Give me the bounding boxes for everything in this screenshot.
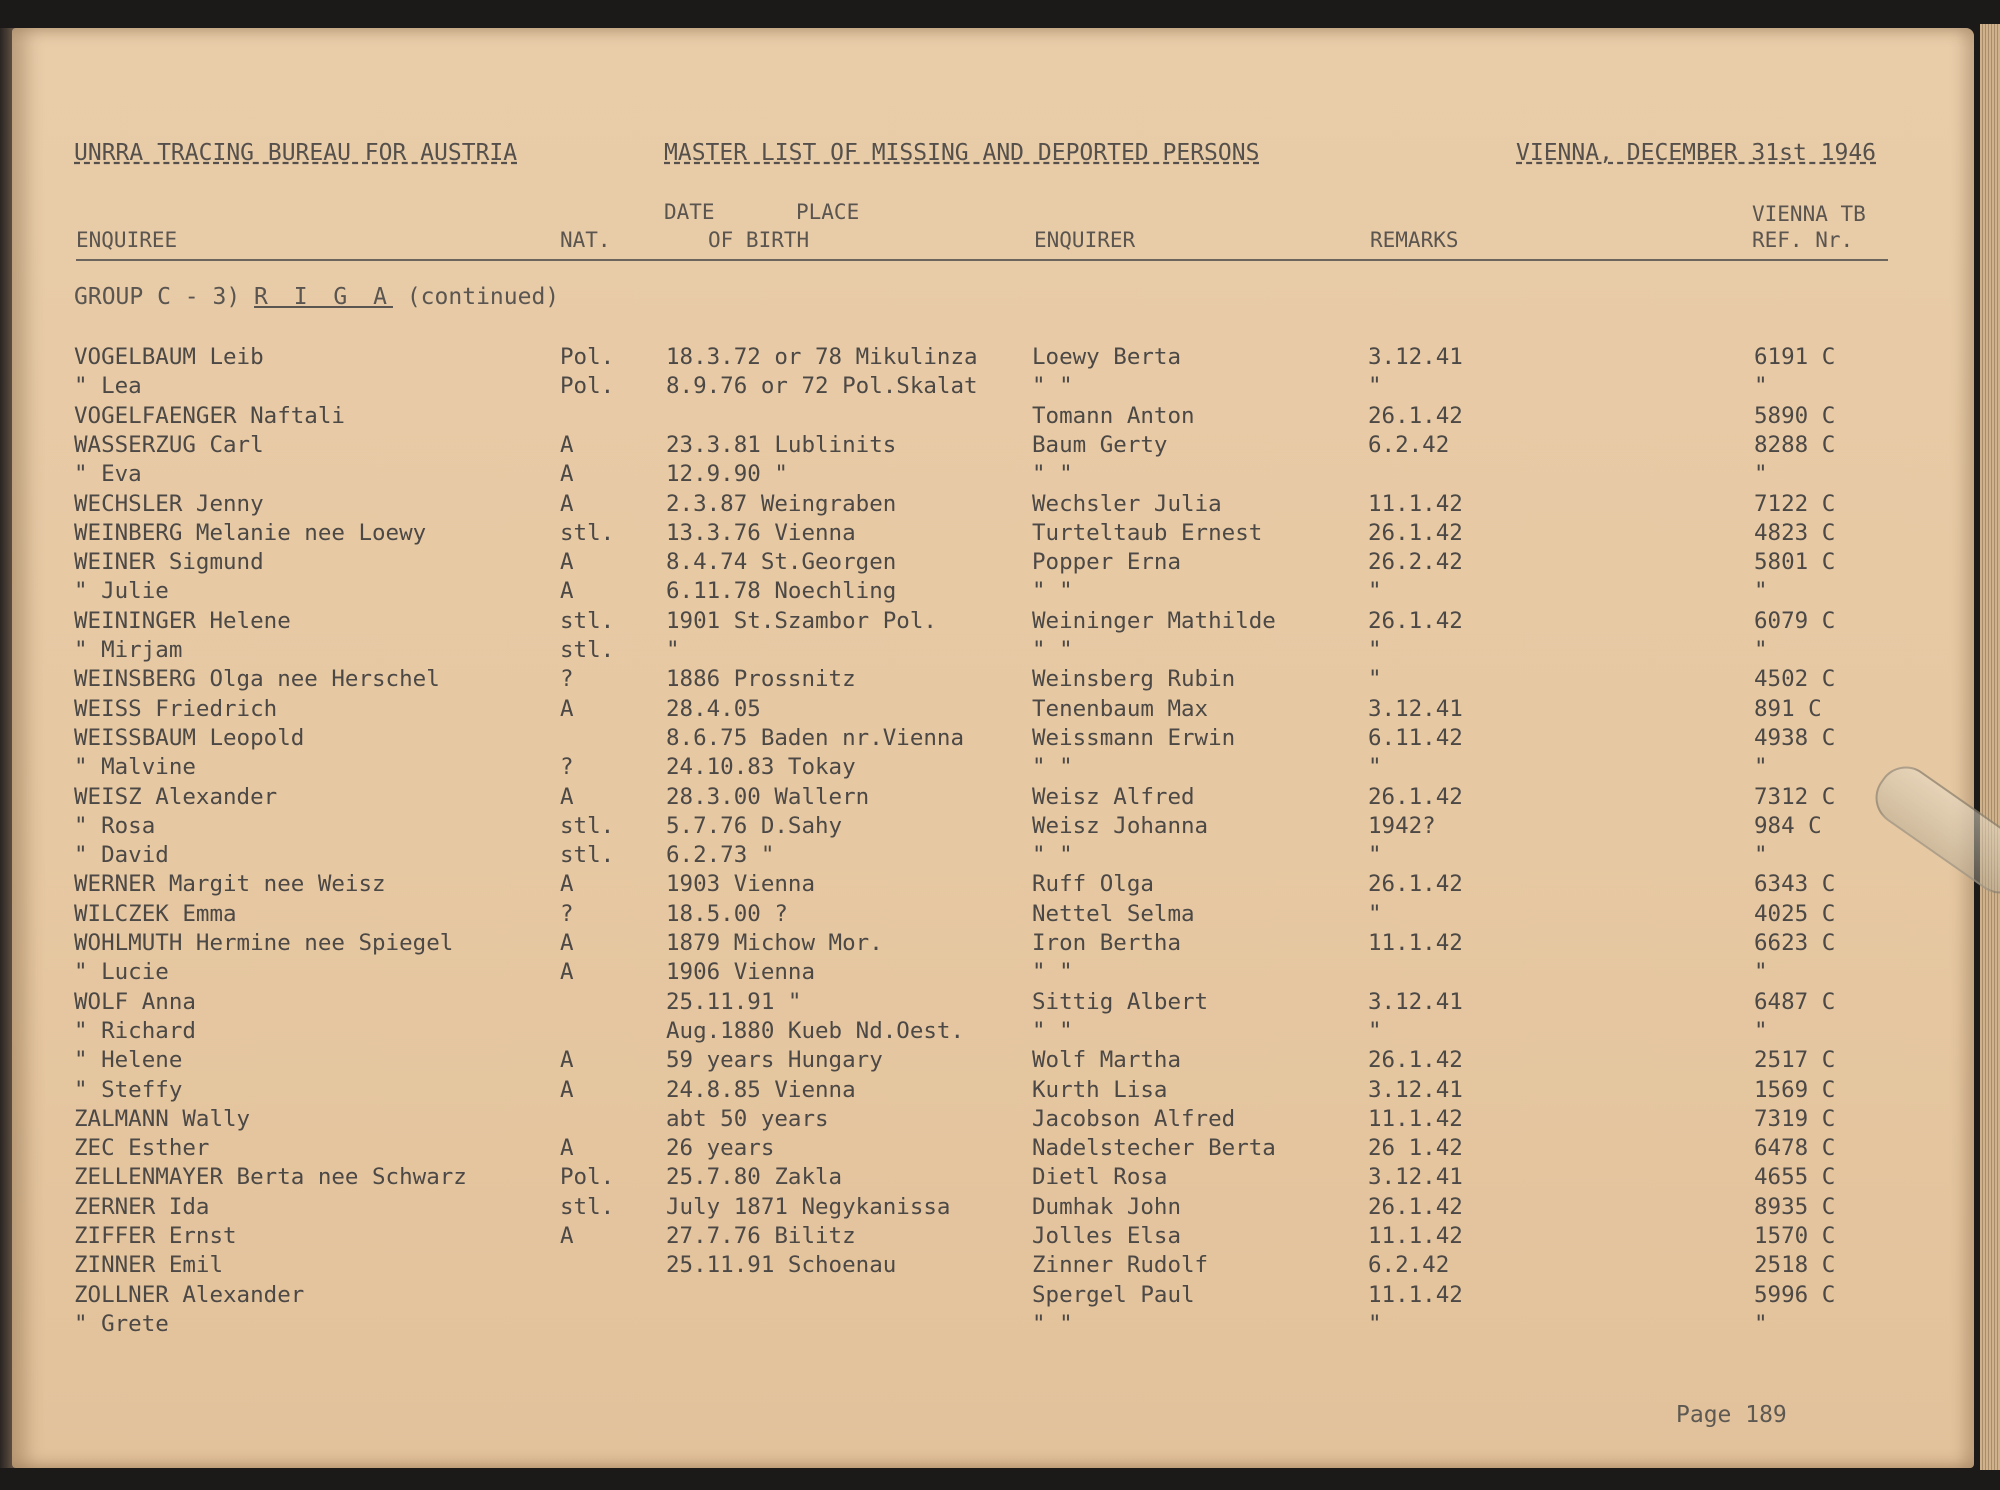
- enquirer-name: " ": [1032, 637, 1073, 663]
- remarks-date: 11.1.42: [1368, 490, 1463, 517]
- reference-number: ": [1754, 1017, 1768, 1044]
- reference-number: 4938 C: [1754, 724, 1836, 751]
- birth-date-place: 18.5.00 ?: [666, 900, 788, 927]
- reference-number: 4655 C: [1754, 1164, 1836, 1191]
- birth-date-place: 5.7.76 D.Sahy: [666, 812, 843, 839]
- birth-date-place: 13.3.76 Vienna: [666, 519, 856, 546]
- reference-number: ": [1754, 1310, 1768, 1337]
- remarks-date: 3.12.41: [1368, 1076, 1463, 1103]
- nationality: ?: [560, 900, 574, 927]
- enquiree-name: WEISS Friedrich: [74, 695, 278, 722]
- enquirer-name: Tenenbaum Max: [1032, 695, 1209, 722]
- enquirer-name: Loewy Berta: [1032, 344, 1182, 370]
- table-row: [74, 753, 1894, 782]
- table-row: [74, 1134, 1894, 1163]
- enquirer-name: " ": [1032, 373, 1073, 400]
- reference-number: 4502 C: [1754, 666, 1836, 693]
- enquiree-name: " Rosa: [74, 812, 156, 839]
- remarks-date: ": [1368, 900, 1382, 927]
- nationality: Pol.: [560, 373, 615, 400]
- table-row: [74, 460, 1894, 489]
- enquiree-name: " Helene: [74, 1047, 183, 1074]
- remarks-date: ": [1368, 1310, 1382, 1337]
- enquirer-name: " ": [1032, 1310, 1073, 1337]
- reference-number: ": [1754, 842, 1768, 869]
- nationality: stl.: [560, 812, 615, 839]
- enquiree-name: " Julie: [74, 578, 169, 605]
- enquiree-name: ZERNER Ida: [74, 1193, 210, 1220]
- column-header-enquirer: ENQUIRER: [1034, 228, 1136, 252]
- enquirer-name: " ": [1032, 578, 1073, 605]
- enquiree-name: " Eva: [74, 461, 142, 488]
- table-row: [74, 900, 1894, 929]
- nationality: stl.: [560, 519, 615, 546]
- reference-number: 4823 C: [1754, 519, 1836, 546]
- group-suffix: (continued): [406, 284, 560, 310]
- reference-number: 8288 C: [1754, 431, 1836, 458]
- nationality: A: [560, 431, 574, 458]
- table-row: [74, 636, 1894, 665]
- nationality: stl.: [560, 607, 615, 634]
- header-date: VIENNA, DECEMBER 31st 1946: [1516, 140, 1877, 166]
- enquiree-name: ZELLENMAYER Berta nee Schwarz: [74, 1164, 467, 1191]
- remarks-date: ": [1368, 578, 1382, 605]
- enquirer-name: Weisz Johanna: [1032, 812, 1209, 839]
- nationality: Pol.: [560, 344, 615, 370]
- birth-date-place: 2.3.87 Weingraben: [666, 490, 897, 517]
- enquiree-name: VOGELBAUM Leib: [74, 344, 264, 370]
- reference-number: 6478 C: [1754, 1135, 1836, 1162]
- enquiree-name: " David: [74, 842, 169, 869]
- page-number: Page 189: [1676, 1402, 1787, 1428]
- enquirer-name: Turteltaub Ernest: [1032, 519, 1263, 546]
- reference-number: 891 C: [1754, 695, 1822, 722]
- birth-date-place: 18.3.72 or 78 Mikulinza: [666, 344, 978, 370]
- enquirer-name: Weissmann Erwin: [1032, 724, 1236, 751]
- birth-date-place: July 1871 Negykanissa: [666, 1193, 951, 1220]
- table-row: [74, 1222, 1894, 1251]
- table-row: [74, 1193, 1894, 1222]
- birth-date-place: 6.11.78 Noechling: [666, 578, 897, 605]
- remarks-date: 11.1.42: [1368, 1105, 1463, 1132]
- birth-date-place: 24.10.83 Tokay: [666, 754, 856, 781]
- birth-date-place: Aug.1880 Kueb Nd.Oest.: [666, 1017, 965, 1044]
- enquirer-name: Dietl Rosa: [1032, 1164, 1168, 1191]
- table-row: [74, 607, 1894, 636]
- table-row: [74, 841, 1894, 870]
- table-row: [74, 1046, 1894, 1075]
- nationality: A: [560, 695, 574, 722]
- enquiree-name: WEISSBAUM Leopold: [74, 724, 305, 751]
- nationality: Pol.: [560, 1164, 615, 1191]
- enquiree-name: WEINER Sigmund: [74, 549, 264, 576]
- birth-date-place: 59 years Hungary: [666, 1047, 883, 1074]
- table-row: [74, 988, 1894, 1017]
- enquiree-name: WEINBERG Melanie nee Loewy: [74, 519, 427, 546]
- column-header-ref-bottom: REF. Nr.: [1752, 228, 1854, 252]
- remarks-date: 3.12.41: [1368, 1164, 1463, 1191]
- remarks-date: 3.12.41: [1368, 344, 1463, 370]
- reference-number: 6343 C: [1754, 871, 1836, 898]
- birth-date-place: 8.4.74 St.Georgen: [666, 549, 897, 576]
- birth-date-place: 8.6.75 Baden nr.Vienna: [666, 724, 965, 751]
- birth-date-place: 28.4.05: [666, 695, 761, 722]
- enquirer-name: Weisz Alfred: [1032, 783, 1195, 810]
- enquiree-name: WEINSBERG Olga nee Herschel: [74, 666, 440, 693]
- enquiree-name: WOHLMUTH Hermine nee Spiegel: [74, 930, 454, 956]
- enquirer-name: Jacobson Alfred: [1032, 1105, 1236, 1132]
- enquirer-name: Wechsler Julia: [1032, 490, 1222, 517]
- enquiree-name: ZALMANN Wally: [74, 1105, 251, 1132]
- group-name: R I G A: [254, 284, 393, 310]
- remarks-date: ": [1368, 842, 1382, 869]
- reference-number: ": [1754, 578, 1768, 605]
- table-row: [74, 577, 1894, 606]
- remarks-date: 26.1.42: [1368, 783, 1463, 810]
- enquirer-name: Weinsberg Rubin: [1032, 666, 1236, 693]
- remarks-date: ": [1368, 637, 1382, 663]
- remarks-date: 3.12.41: [1368, 695, 1463, 722]
- nationality: A: [560, 871, 574, 898]
- enquirer-name: " ": [1032, 842, 1073, 869]
- enquiree-name: " Mirjam: [74, 637, 183, 663]
- birth-date-place: 1901 St.Szambor Pol.: [666, 607, 937, 634]
- remarks-date: 26.2.42: [1368, 549, 1463, 576]
- table-row: [74, 870, 1894, 899]
- reference-number: ": [1754, 461, 1768, 488]
- remarks-date: 26.1.42: [1368, 519, 1463, 546]
- remarks-date: 26.1.42: [1368, 1193, 1463, 1220]
- group-heading: [74, 284, 559, 310]
- birth-date-place: 25.11.91 Schoenau: [666, 1252, 897, 1279]
- nationality: A: [560, 959, 574, 986]
- nationality: A: [560, 1135, 574, 1162]
- table-row: [74, 372, 1894, 401]
- table-row: [74, 490, 1894, 519]
- remarks-date: 1942?: [1368, 812, 1436, 839]
- reference-number: 1569 C: [1754, 1076, 1836, 1103]
- remarks-date: 26.1.42: [1368, 402, 1463, 429]
- group-prefix: GROUP C - 3): [74, 284, 241, 310]
- reference-number: 6623 C: [1754, 930, 1836, 956]
- birth-date-place: 12.9.90 ": [666, 461, 788, 488]
- reference-number: ": [1754, 637, 1768, 663]
- enquiree-name: WEININGER Helene: [74, 607, 291, 634]
- remarks-date: ": [1368, 1017, 1382, 1044]
- nationality: A: [560, 930, 574, 956]
- birth-date-place: 1886 Prossnitz: [666, 666, 856, 693]
- enquirer-name: " ": [1032, 754, 1073, 781]
- nationality: A: [560, 461, 574, 488]
- table-row: [74, 402, 1894, 431]
- enquiree-name: " Richard: [74, 1017, 196, 1044]
- table-row: [74, 1076, 1894, 1105]
- table-row: [74, 343, 1894, 372]
- remarks-date: 26.1.42: [1368, 607, 1463, 634]
- table-row: [74, 958, 1894, 987]
- nationality: A: [560, 490, 574, 517]
- nationality: A: [560, 1076, 574, 1103]
- enquirer-name: Sittig Albert: [1032, 988, 1209, 1015]
- enquirer-name: Nettel Selma: [1032, 900, 1195, 927]
- nationality: ?: [560, 754, 574, 781]
- birth-date-place: 1903 Vienna: [666, 871, 816, 898]
- enquiree-name: " Lucie: [74, 959, 169, 986]
- remarks-date: 26 1.42: [1368, 1135, 1463, 1162]
- column-header-of-birth: OF BIRTH: [708, 228, 810, 252]
- remarks-date: ": [1368, 754, 1382, 781]
- table-row: [74, 431, 1894, 460]
- reference-number: 7312 C: [1754, 783, 1836, 810]
- enquirer-name: Iron Bertha: [1032, 930, 1182, 956]
- enquirer-name: Tomann Anton: [1032, 402, 1195, 429]
- remarks-date: 26.1.42: [1368, 1047, 1463, 1074]
- enquirer-name: Kurth Lisa: [1032, 1076, 1168, 1103]
- remarks-date: 6.2.42: [1368, 1252, 1450, 1279]
- header-rule: [76, 259, 1888, 261]
- nationality: A: [560, 783, 574, 810]
- birth-date-place: ": [666, 637, 680, 663]
- birth-date-place: 25.11.91 ": [666, 988, 802, 1015]
- reference-number: 6191 C: [1754, 344, 1836, 370]
- enquiree-name: WERNER Margit nee Weisz: [74, 871, 386, 898]
- enquiree-name: ZOLLNER Alexander: [74, 1281, 305, 1308]
- column-header-date: DATE: [664, 200, 715, 224]
- remarks-date: 26.1.42: [1368, 871, 1463, 898]
- enquiree-name: ZINNER Emil: [74, 1252, 224, 1279]
- reference-number: 4025 C: [1754, 900, 1836, 927]
- nationality: A: [560, 1047, 574, 1074]
- birth-date-place: abt 50 years: [666, 1105, 829, 1132]
- enquirer-name: Weininger Mathilde: [1032, 607, 1276, 634]
- reference-number: ": [1754, 959, 1768, 986]
- enquirer-name: Jolles Elsa: [1032, 1223, 1182, 1249]
- reference-number: ": [1754, 754, 1768, 781]
- nationality: A: [560, 1223, 574, 1249]
- enquiree-name: ZEC Esther: [74, 1135, 210, 1162]
- table-row: [74, 1310, 1894, 1339]
- enquirer-name: " ": [1032, 461, 1073, 488]
- enquirer-name: Zinner Rudolf: [1032, 1252, 1209, 1279]
- table-row: [74, 695, 1894, 724]
- birth-date-place: 1906 Vienna: [666, 959, 816, 986]
- reference-number: 984 C: [1754, 812, 1822, 839]
- table-row: [74, 812, 1894, 841]
- birth-date-place: 23.3.81 Lublinits: [666, 431, 897, 458]
- birth-date-place: 28.3.00 Wallern: [666, 783, 870, 810]
- reference-number: 5996 C: [1754, 1281, 1836, 1308]
- table-row: [74, 1105, 1894, 1134]
- table-row: [74, 929, 1894, 958]
- remarks-date: 11.1.42: [1368, 930, 1463, 956]
- reference-number: 7319 C: [1754, 1105, 1836, 1132]
- birth-date-place: 1879 Michow Mor.: [666, 930, 883, 956]
- reference-number: 8935 C: [1754, 1193, 1836, 1220]
- column-header-nat: NAT.: [560, 228, 611, 252]
- nationality: A: [560, 549, 574, 576]
- remarks-date: ": [1368, 666, 1382, 693]
- enquiree-name: ZIFFER Ernst: [74, 1223, 237, 1249]
- reference-number: 1570 C: [1754, 1223, 1836, 1249]
- table-row: [74, 519, 1894, 548]
- table-row: [74, 1281, 1894, 1310]
- nationality: stl.: [560, 1193, 615, 1220]
- enquirer-name: Spergel Paul: [1032, 1281, 1195, 1308]
- nationality: stl.: [560, 637, 615, 663]
- remarks-date: 11.1.42: [1368, 1223, 1463, 1249]
- birth-date-place: 6.2.73 ": [666, 842, 775, 869]
- nationality: ?: [560, 666, 574, 693]
- enquiree-name: " Lea: [74, 373, 142, 400]
- enquiree-name: WECHSLER Jenny: [74, 490, 264, 517]
- table-row: [74, 1017, 1894, 1046]
- birth-date-place: 26 years: [666, 1135, 775, 1162]
- reference-number: 7122 C: [1754, 490, 1836, 517]
- table-row: [74, 1163, 1894, 1192]
- nationality: stl.: [560, 842, 615, 869]
- enquirer-name: " ": [1032, 959, 1073, 986]
- enquiree-name: " Malvine: [74, 754, 196, 781]
- table-row: [74, 783, 1894, 812]
- reference-number: 5890 C: [1754, 402, 1836, 429]
- reference-number: 6487 C: [1754, 988, 1836, 1015]
- remarks-date: 3.12.41: [1368, 988, 1463, 1015]
- enquiree-name: " Grete: [74, 1310, 169, 1337]
- reference-number: ": [1754, 373, 1768, 400]
- enquirer-name: Baum Gerty: [1032, 431, 1168, 458]
- remarks-date: 6.2.42: [1368, 431, 1450, 458]
- remarks-date: ": [1368, 373, 1382, 400]
- column-header-remarks: REMARKS: [1370, 228, 1459, 252]
- reference-number: 5801 C: [1754, 549, 1836, 576]
- enquiree-name: WILCZEK Emma: [74, 900, 237, 927]
- table-row: [74, 548, 1894, 577]
- birth-date-place: 25.7.80 Zakla: [666, 1164, 843, 1191]
- enquirer-name: Nadelstecher Berta: [1032, 1135, 1276, 1162]
- enquiree-name: WASSERZUG Carl: [74, 431, 264, 458]
- birth-date-place: 27.7.76 Bilitz: [666, 1223, 856, 1249]
- header-organization: UNRRA TRACING BUREAU FOR AUSTRIA: [74, 140, 518, 166]
- column-header-enquiree: ENQUIREE: [76, 228, 178, 252]
- nationality: A: [560, 578, 574, 605]
- table-row: [74, 665, 1894, 694]
- enquiree-name: " Steffy: [74, 1076, 183, 1103]
- enquirer-name: Dumhak John: [1032, 1193, 1182, 1220]
- birth-date-place: 24.8.85 Vienna: [666, 1076, 856, 1103]
- reference-number: 6079 C: [1754, 607, 1836, 634]
- table-row: [74, 1251, 1894, 1280]
- enquiree-name: WOLF Anna: [74, 988, 196, 1015]
- table-row: [74, 724, 1894, 753]
- reference-number: 2517 C: [1754, 1047, 1836, 1074]
- enquiree-name: VOGELFAENGER Naftali: [74, 402, 345, 429]
- remarks-date: 11.1.42: [1368, 1281, 1463, 1308]
- birth-date-place: 8.9.76 or 72 Pol.Skalat: [666, 373, 978, 400]
- reference-number: 2518 C: [1754, 1252, 1836, 1279]
- remarks-date: 6.11.42: [1368, 724, 1463, 751]
- enquirer-name: " ": [1032, 1017, 1073, 1044]
- enquiree-name: WEISZ Alexander: [74, 783, 278, 810]
- enquirer-name: Popper Erna: [1032, 549, 1182, 576]
- column-header-place: PLACE: [796, 200, 860, 224]
- column-header-ref-top: VIENNA TB: [1752, 202, 1866, 226]
- enquirer-name: Ruff Olga: [1032, 871, 1154, 898]
- page-stack-edge: [1980, 24, 2000, 1470]
- header-list-title: MASTER LIST OF MISSING AND DEPORTED PERSONS: [664, 140, 1260, 166]
- enquirer-name: Wolf Martha: [1032, 1047, 1182, 1074]
